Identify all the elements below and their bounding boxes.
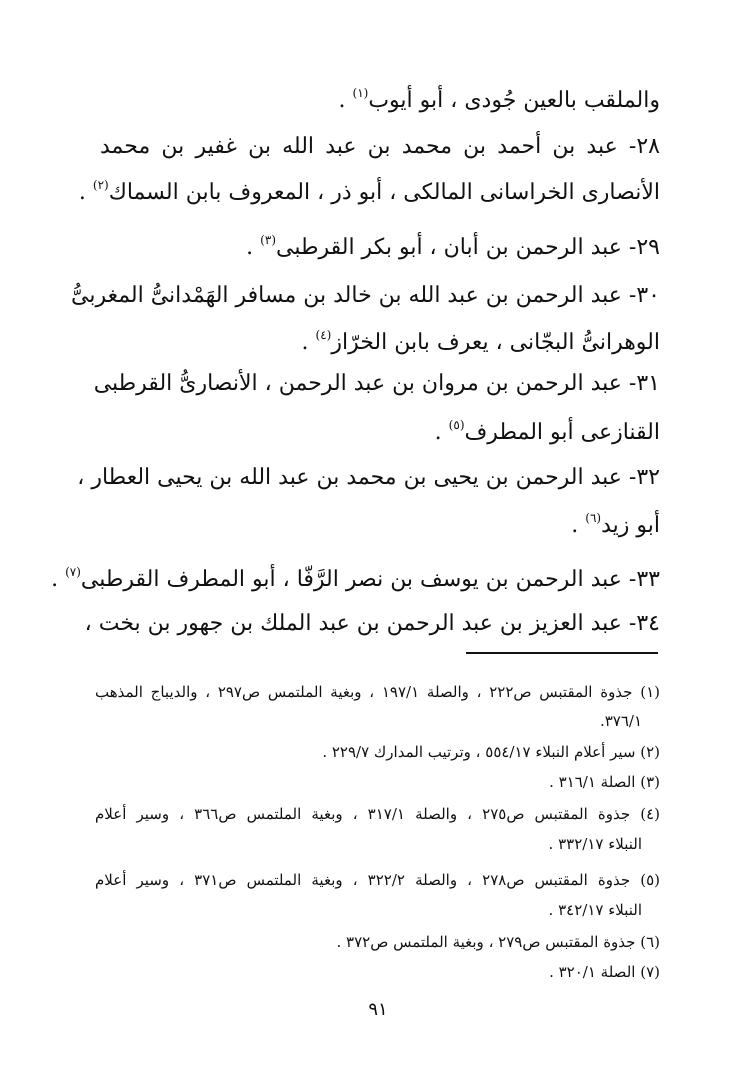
footnote-label: (٥) <box>640 871 660 889</box>
entry-33-line-1: ٣٣- عبد الرحمن بن يوسف بن نصر الرَّفّا ، أبو المطرف القرطبى$^{(٧)}$ . <box>51 565 660 592</box>
footnote-label: (٤) <box>640 805 660 823</box>
entry-30-line-1: ٣٠- عبد الرحمن بن عبد الله بن خالد بن مسافر الهَمْدانىُّ المغربىُّ <box>70 283 660 308</box>
footnote-ref-5[interactable]: (٥) <box>448 418 465 432</box>
footnote-5: (٥) جذوة المقتبس ص٢٧٨ ، والصلة ٣٢٢/٢ ، وبغية الملتمس ص٣٧١ ، وسير أعلام <box>95 871 660 889</box>
footnote-ref-4[interactable]: (٤) <box>315 328 332 342</box>
footnote-1: (١) جذوة المقتبس ص٢٢٢ ، والصلة ١٩٧/١ ، وبغية الملتمس ص٢٩٧ ، والديباج المذهب <box>95 683 660 701</box>
footnote-label: (٦) <box>640 933 660 951</box>
entry-32-line-2: أبو زيد$^{(٦)}$ . <box>571 511 660 538</box>
entry-31-line-2: القنازعى أبو المطرف$^{(٥)}$ . <box>434 418 660 445</box>
footnote-label: (١) <box>640 683 660 701</box>
entry-27-line-1: والملقب بالعين جُودى ، أبو أيوب$^{(١)}$ . <box>338 86 660 113</box>
footnote-ref-7[interactable]: (٧) <box>65 565 81 579</box>
footnote-7: (٧) الصلة ٣٢٠/١ . <box>549 963 660 981</box>
entry-30-line-2: الوهرانىُّ البجّانى ، يعرف بابن الخرّاز$^{(٤)}$ . <box>301 328 660 355</box>
footnote-label: (٧) <box>640 963 660 981</box>
footnote-ref-1[interactable]: (١) <box>352 86 369 100</box>
footnote-6: (٦) جذوة المقتبس ص٢٧٩ ، وبغية الملتمس ص٣٧٢ . <box>336 933 660 951</box>
footnote-3: (٣) الصلة ٣١٦/١ . <box>549 773 660 791</box>
footnote-ref-6[interactable]: (٦) <box>585 511 602 525</box>
entry-29-line-1: ٢٩- عبد الرحمن بن أبان ، أبو بكر القرطبى$^{(٣)}$ . <box>246 233 660 260</box>
entry-28-line-2: الأنصارى الخراسانى المالكى ، أبو ذر ، المعروف بابن السماك$^{(٢)}$ . <box>78 178 660 205</box>
footnote-1-continuation: ٣٧٦/١. <box>599 712 642 730</box>
footnote-separator <box>466 652 658 654</box>
entry-28-line-1: ٢٨- عبد بن أحمد بن محمد بن عبد الله بن غفير بن محمد <box>100 134 660 159</box>
footnote-4: (٤) جذوة المقتبس ص٢٧٥ ، والصلة ٣١٧/١ ، وبغية الملتمس ص٣٦٦ ، وسير أعلام <box>95 805 660 823</box>
entry-32-line-1: ٣٢- عبد الرحمن بن يحيى بن محمد بن عبد الله بن يحيى العطار ، <box>77 465 660 490</box>
page-number: ٩١ <box>368 999 388 1020</box>
entry-31-line-1: ٣١- عبد الرحمن بن مروان بن عبد الرحمن ، الأنصارىُّ القرطبى <box>93 371 660 396</box>
footnote-5-continuation: النبلاء ٣٤٢/١٧ . <box>548 901 642 919</box>
footnote-2: (٢) سير أعلام النبلاء ٥٥٤/١٧ ، وترتيب المدارك ٢٢٩/٧ . <box>322 743 660 761</box>
entry-34-line-1: ٣٤- عبد العزيز بن عبد الرحمن بن عبد الملك بن جهور بن بخت ، <box>84 611 660 636</box>
footnote-ref-3[interactable]: (٣) <box>260 233 276 247</box>
footnote-label: (٣) <box>640 773 660 791</box>
footnote-label: (٢) <box>640 743 660 761</box>
footnote-4-continuation: النبلاء ٣٣٢/١٧ . <box>548 835 642 853</box>
footnote-ref-2[interactable]: (٢) <box>92 178 109 192</box>
